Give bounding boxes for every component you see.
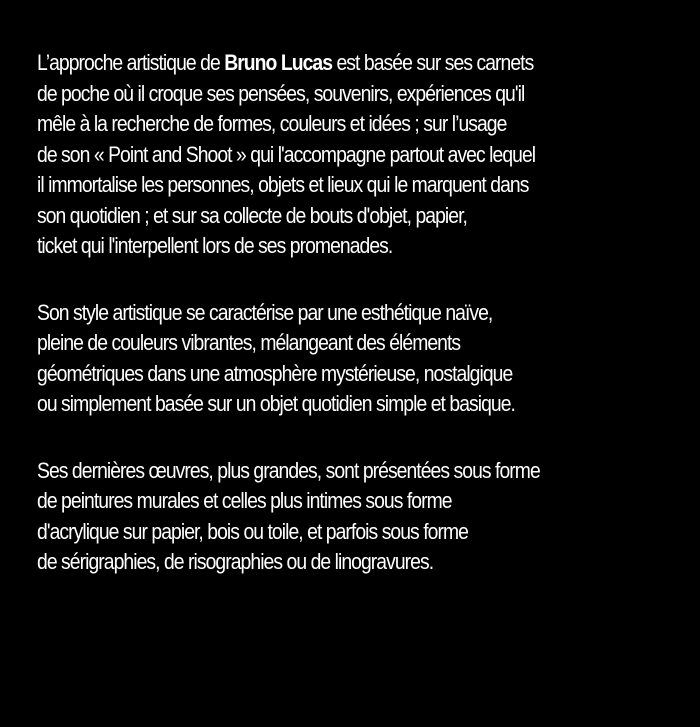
text-line: de peintures murales et celles plus intimes sous forme	[37, 488, 452, 513]
text-line: de son « Point and Shoot » qui l'accompagne partout avec lequel	[37, 141, 536, 167]
text-line: ticket qui l'interpellent lors de ses promenades.	[37, 233, 393, 258]
text-line: ou simplement basée sur un objet quotidien simple et basique.	[37, 391, 515, 416]
artist-name: Bruno Lucas	[224, 50, 333, 75]
text-line: géométriques dans une atmosphère mystérieuse, nostalgique	[37, 360, 513, 386]
text-line: de sérigraphies, de risographies ou de linogravures.	[37, 549, 434, 574]
text-line: il immortalise les personnes, objets et lieux qui le marquent dans	[37, 172, 529, 197]
text-line: L’approche artistique de Bruno Lucas est basée sur ses carnets	[37, 50, 534, 75]
text-line: pleine de couleurs vibrantes, mélangeant des éléments	[37, 330, 461, 355]
text-line: d'acrylique sur papier, bois ou toile, et parfois sous forme	[37, 518, 468, 544]
text-line: Ses dernières œuvres, plus grandes, sont présentées sous forme	[37, 457, 540, 483]
text-line: mêle à la recherche de formes, couleurs et idées ; sur l’usage	[37, 111, 507, 136]
text-line: son quotidien ; et sur sa collecte de bouts d'objet, papier,	[37, 202, 467, 228]
paragraph-approach	[37, 48, 677, 262]
text-line: de poche où il croque ses pensées, souvenirs, expériences qu'il	[37, 80, 525, 106]
paragraph-works	[37, 456, 677, 578]
artist-statement	[37, 48, 677, 614]
text-line: Son style artistique se caractérise par une esthétique naïve,	[37, 299, 493, 325]
paragraph-style	[37, 298, 677, 420]
